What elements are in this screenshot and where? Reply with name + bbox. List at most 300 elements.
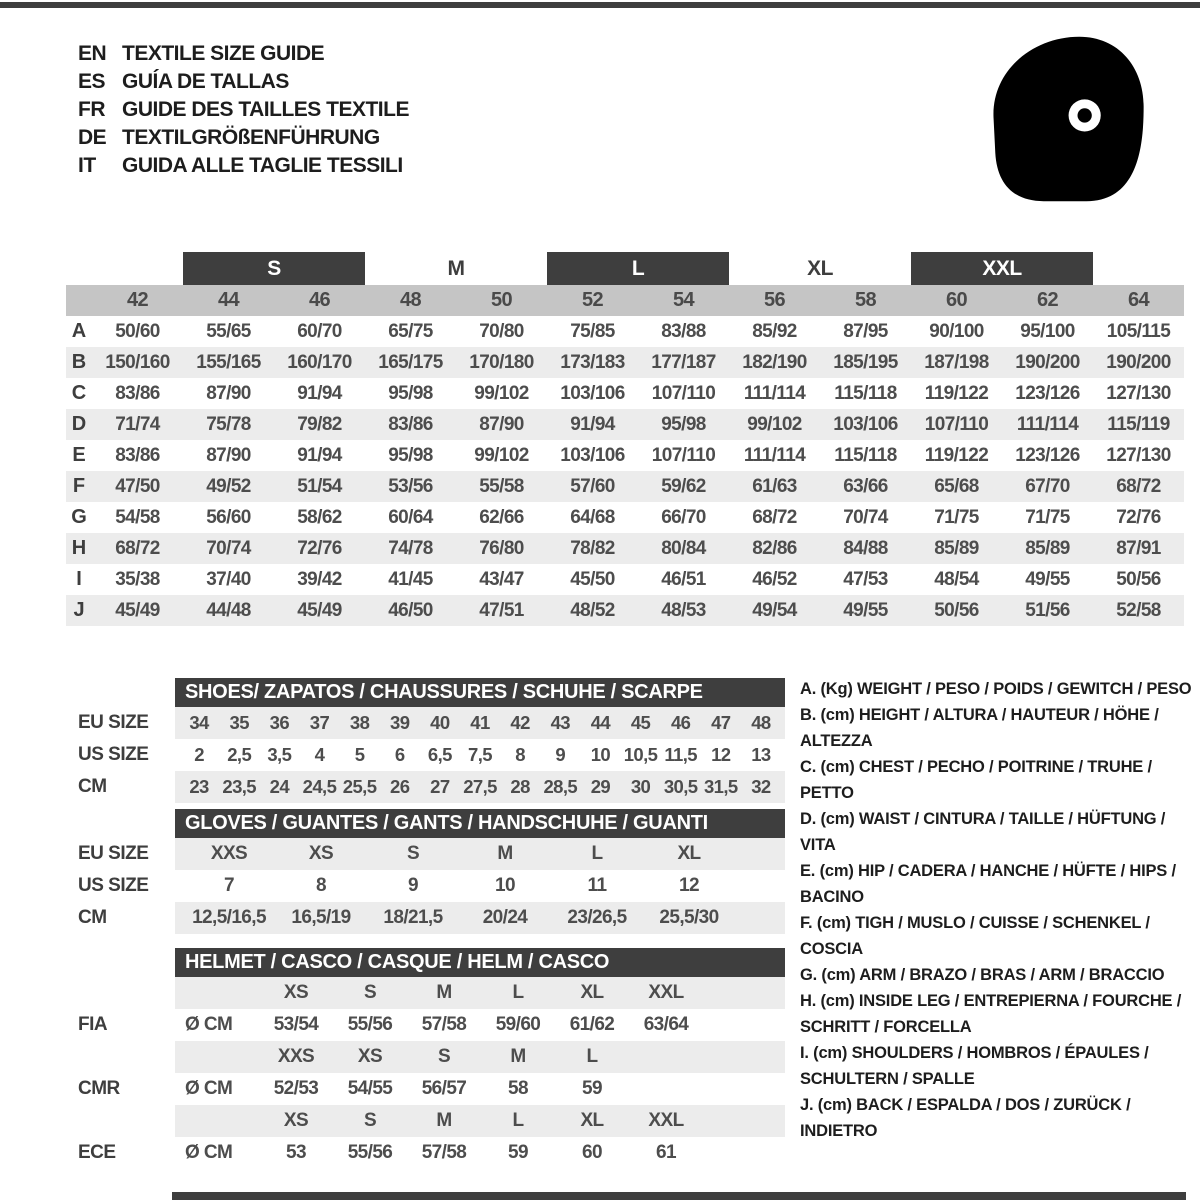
size-value: 105/115 — [1106, 320, 1171, 342]
row-letter: B — [71, 351, 87, 373]
language-row — [78, 68, 409, 96]
size-value: 52/58 — [1116, 599, 1161, 621]
value-cell: 7 — [224, 875, 234, 896]
language-title: GUÍA DE TALLAS — [122, 70, 289, 93]
size-value: 70/74 — [843, 506, 888, 528]
textile-row-h — [66, 533, 1184, 564]
helmet-size-value: 53 — [286, 1142, 306, 1163]
size-value: 50/60 — [115, 320, 160, 342]
value-cell: 10 — [495, 875, 515, 896]
textile-size-group-row — [66, 252, 1184, 285]
value-cell: 12,5/16,5 — [192, 907, 266, 928]
helmet-size-label: XS — [283, 982, 309, 1003]
language-title: TEXTILE SIZE GUIDE — [122, 42, 325, 65]
helmet-size-label: XXS — [277, 1046, 315, 1067]
measure-row — [66, 707, 785, 739]
size-value: 123/126 — [1015, 382, 1080, 404]
size-value: 155/165 — [196, 351, 261, 373]
value-cell: 23,5 — [222, 776, 256, 797]
size-value: 47/51 — [479, 599, 524, 621]
size-number: 52 — [581, 289, 604, 311]
size-value: 115/119 — [1107, 413, 1170, 435]
size-value: 76/80 — [479, 537, 524, 559]
textile-table-body — [66, 316, 1184, 626]
row-label: EU SIZE — [78, 712, 149, 733]
helmet-size-label: L — [512, 982, 524, 1003]
value-cell: 42 — [510, 712, 530, 733]
size-value: 75/85 — [570, 320, 615, 342]
value-cell: 25,5 — [342, 776, 377, 797]
language-code: ES — [78, 70, 106, 93]
size-value: 190/200 — [1106, 351, 1171, 373]
size-value: 51/54 — [297, 475, 342, 497]
size-value: 67/70 — [1025, 475, 1070, 497]
size-value: 185/195 — [833, 351, 898, 373]
language-title: GUIDA ALLE TAGLIE TESSILI — [122, 154, 403, 177]
language-title-list — [78, 40, 409, 180]
size-number: 44 — [217, 289, 240, 311]
size-number: 56 — [763, 289, 786, 311]
size-value: 119/122 — [924, 444, 989, 466]
row-band — [175, 739, 785, 771]
value-cell: XL — [677, 843, 701, 864]
size-value: 66/70 — [661, 506, 706, 528]
size-value: 87/90 — [206, 382, 251, 404]
helmet-size-value: 53/54 — [273, 1014, 319, 1035]
size-value: 55/58 — [479, 475, 524, 497]
helmet-size-label: L — [512, 1110, 524, 1131]
size-value: 46/52 — [752, 568, 797, 590]
unit-cell — [175, 1105, 259, 1137]
size-value: 123/126 — [1015, 444, 1080, 466]
size-value: 48/52 — [570, 599, 615, 621]
value-cell: 9 — [555, 744, 566, 765]
size-value: 99/102 — [474, 382, 529, 404]
value-cell: 8 — [515, 744, 525, 765]
helmet-size-label: M — [510, 1046, 526, 1067]
value-cell: 30,5 — [663, 776, 698, 797]
helmet-size-label: L — [586, 1046, 598, 1067]
helmet-size-value: 58 — [508, 1078, 528, 1099]
language-code: EN — [78, 42, 107, 65]
size-number: 64 — [1127, 289, 1150, 311]
value-cell: 46 — [670, 712, 691, 733]
size-value: 187/198 — [924, 351, 989, 373]
measure-row — [66, 739, 785, 771]
standard-label-fia: FIA — [78, 1014, 108, 1035]
unit-cell: Ø CM — [185, 1014, 233, 1035]
size-value: 48/53 — [661, 599, 706, 621]
row-letter: F — [72, 475, 86, 497]
size-value: 85/92 — [752, 320, 797, 342]
value-cell: 13 — [751, 744, 771, 765]
helmet-size-value: 61/62 — [569, 1014, 615, 1035]
size-value: 63/66 — [843, 475, 888, 497]
size-value: 115/118 — [834, 444, 897, 466]
size-value: 103/106 — [560, 444, 625, 466]
unit-cell: Ø CM — [185, 1142, 233, 1163]
helmet-size-value: 54/55 — [347, 1078, 393, 1099]
legend-item: F. (cm) TIGH / MUSLO / CUISSE / SCHENKEL / COSCIA — [800, 914, 1150, 958]
racing-helmet-icon — [975, 35, 1155, 203]
value-cell: 39 — [390, 712, 410, 733]
value-cell: 12 — [679, 875, 699, 896]
gloves-section-header: GLOVES / GUANTES / GANTS / HANDSCHUHE / GUANTI — [175, 809, 785, 838]
legend-item: A. (Kg) WEIGHT / PESO / POIDS / GEWITCH / PESO — [800, 680, 1192, 698]
value-cell: 30 — [630, 776, 651, 797]
size-value: 62/66 — [479, 506, 524, 528]
unit-cell — [175, 1041, 259, 1073]
size-value: 61/63 — [752, 475, 797, 497]
value-cell: 27,5 — [463, 776, 497, 797]
size-value: 127/130 — [1106, 382, 1171, 404]
row-band — [175, 707, 785, 739]
size-value: 95/98 — [388, 444, 433, 466]
value-cell: 47 — [711, 712, 731, 733]
size-value: 150/160 — [105, 351, 170, 373]
size-number: 50 — [490, 289, 513, 311]
size-value: 99/102 — [474, 444, 529, 466]
value-cell: 43 — [550, 712, 570, 733]
row-letter: G — [71, 506, 87, 528]
size-value: 59/62 — [661, 475, 706, 497]
size-value: 80/84 — [661, 537, 706, 559]
size-value: 60/64 — [388, 506, 433, 528]
helmet-size-value: 57/58 — [421, 1014, 467, 1035]
legend-item: D. (cm) WAIST / CINTURA / TAILLE / HÜFTUNG / VITA — [800, 810, 1166, 854]
size-value: 87/91 — [1116, 537, 1161, 559]
size-value: 182/190 — [742, 351, 807, 373]
standard-label-cmr: CMR — [78, 1078, 120, 1099]
value-cell: M — [497, 843, 513, 864]
size-value: 68/72 — [115, 537, 160, 559]
row-letter: A — [71, 320, 87, 342]
value-cell: 11 — [587, 875, 607, 896]
helmet-size-row — [66, 1041, 785, 1073]
helmet-value-row — [66, 1073, 785, 1105]
helmet-value-row — [66, 1009, 785, 1041]
size-value: 68/72 — [752, 506, 797, 528]
size-value: 41/45 — [388, 568, 433, 590]
measure-row — [66, 838, 785, 870]
size-value: 83/86 — [115, 444, 160, 466]
size-value: 51/56 — [1025, 599, 1070, 621]
helmet-size-value: 56/57 — [421, 1078, 467, 1099]
value-cell: 31,5 — [703, 776, 738, 797]
size-group-xxl: XXL — [911, 252, 1093, 285]
textile-row-d — [66, 409, 1184, 440]
size-value: 83/88 — [661, 320, 706, 342]
legend-item: J. (cm) BACK / ESPALDA / DOS / ZURÜCK / INDIETRO — [800, 1096, 1131, 1140]
size-value: 45/50 — [570, 568, 615, 590]
helmet-size-value: 57/58 — [421, 1142, 467, 1163]
row-band — [175, 838, 785, 870]
value-cell: 48 — [751, 712, 771, 733]
size-value: 53/56 — [388, 475, 433, 497]
helmet-size-value: 52/53 — [273, 1078, 319, 1099]
value-cell: 34 — [189, 712, 209, 733]
helmet-size-label: M — [436, 1110, 452, 1131]
helmet-size-label: XL — [580, 1110, 604, 1131]
language-row — [78, 124, 409, 152]
value-cell: 6 — [394, 744, 405, 765]
row-label: EU SIZE — [78, 843, 149, 864]
size-value: 177/187 — [651, 351, 716, 373]
row-band — [175, 1073, 785, 1105]
size-value: 82/86 — [752, 537, 797, 559]
size-value: 91/94 — [297, 444, 342, 466]
size-value: 70/80 — [479, 320, 524, 342]
value-cell: 10,5 — [623, 744, 658, 765]
bottom-border-bar — [172, 1192, 1186, 1200]
size-value: 70/74 — [206, 537, 251, 559]
value-cell: XXS — [210, 843, 248, 864]
size-value: 107/110 — [924, 413, 989, 435]
size-value: 49/55 — [1025, 568, 1070, 590]
measure-row — [66, 902, 785, 934]
row-label: CM — [78, 907, 107, 928]
value-cell: 26 — [390, 776, 410, 797]
row-label — [66, 977, 175, 1009]
size-number: 42 — [126, 289, 149, 311]
helmet-section-header: HELMET / CASCO / CASQUE / HELM / CASCO — [175, 948, 785, 977]
size-number: 62 — [1036, 289, 1059, 311]
size-value: 71/75 — [1025, 506, 1070, 528]
size-value: 49/54 — [752, 599, 797, 621]
shoes-section-header: SHOES/ ZAPATOS / CHAUSSURES / SCHUHE / SCARPE — [175, 678, 785, 707]
size-value: 127/130 — [1106, 444, 1171, 466]
helmet-size-value: 63/64 — [643, 1014, 689, 1035]
size-value: 74/78 — [388, 537, 433, 559]
legend-item: C. (cm) CHEST / PECHO / POITRINE / TRUHE / PETTO — [800, 758, 1152, 802]
row-band — [175, 771, 785, 803]
value-cell: 44 — [590, 712, 611, 733]
size-value: 107/110 — [651, 444, 716, 466]
unit-cell — [175, 977, 259, 1009]
value-cell: 37 — [309, 712, 330, 733]
legend-item: B. (cm) HEIGHT / ALTURA / HAUTEUR / HÖHE / ALTEZZA — [800, 706, 1159, 750]
value-cell: XS — [308, 843, 334, 864]
helmet-size-label: XXL — [648, 1110, 684, 1131]
size-value: 85/89 — [1025, 537, 1070, 559]
row-band — [175, 1009, 785, 1041]
textile-size-number-row — [66, 285, 1184, 316]
size-value: 85/89 — [934, 537, 979, 559]
row-letter: C — [71, 382, 87, 404]
size-value: 54/58 — [115, 506, 160, 528]
size-value: 119/122 — [924, 382, 989, 404]
value-cell: 28 — [510, 776, 530, 797]
standard-label-ece: ECE — [78, 1142, 116, 1163]
row-band — [175, 902, 785, 934]
size-value: 107/110 — [651, 382, 716, 404]
textile-row-b — [66, 347, 1184, 378]
row-letter: D — [71, 413, 87, 435]
measure-row — [66, 870, 785, 902]
size-value: 39/42 — [297, 568, 342, 590]
language-title: GUIDE DES TAILLES TEXTILE — [122, 98, 409, 121]
value-cell: 24 — [269, 776, 290, 797]
value-cell: 20/24 — [482, 907, 528, 928]
size-value: 64/68 — [570, 506, 615, 528]
language-row — [78, 40, 409, 68]
value-cell: 12 — [711, 744, 731, 765]
size-value: 87/90 — [479, 413, 524, 435]
shoes-table — [66, 707, 785, 803]
language-row — [78, 152, 409, 180]
language-row — [78, 96, 409, 124]
size-value: 37/40 — [206, 568, 251, 590]
value-cell: 7,5 — [468, 744, 492, 765]
helmet-size-value: 55/56 — [347, 1142, 393, 1163]
size-value: 95/98 — [661, 413, 706, 435]
value-cell: 27 — [430, 776, 450, 797]
row-band — [175, 1041, 785, 1073]
size-value: 91/94 — [297, 382, 342, 404]
value-cell: 10 — [590, 744, 611, 765]
size-value: 111/114 — [743, 382, 806, 404]
value-cell: 8 — [316, 875, 326, 896]
size-value: 91/94 — [570, 413, 615, 435]
size-value: 165/175 — [378, 351, 443, 373]
legend-item: E. (cm) HIP / CADERA / HANCHE / HÜFTE / HIPS / BACINO — [800, 862, 1176, 906]
size-value: 45/49 — [115, 599, 160, 621]
row-label: US SIZE — [78, 875, 149, 896]
row-letter: E — [72, 444, 86, 466]
value-cell: 35 — [229, 712, 249, 733]
value-cell: 32 — [751, 776, 771, 797]
value-cell: 29 — [590, 776, 611, 797]
size-value: 111/114 — [743, 444, 806, 466]
size-value: 78/82 — [570, 537, 615, 559]
size-number: 48 — [399, 289, 422, 311]
value-cell: 36 — [269, 712, 290, 733]
helmet-size-label: S — [363, 1110, 377, 1131]
helmet-size-label: S — [437, 1046, 451, 1067]
size-value: 44/48 — [206, 599, 251, 621]
row-band — [175, 1137, 785, 1169]
measure-row — [66, 771, 785, 803]
helmet-size-label: XS — [357, 1046, 383, 1067]
size-value: 68/72 — [1116, 475, 1161, 497]
size-value: 170/180 — [469, 351, 534, 373]
size-value: 46/51 — [661, 568, 706, 590]
value-cell: 28,5 — [543, 776, 578, 797]
value-cell: 4 — [314, 744, 325, 765]
size-value: 58/62 — [297, 506, 342, 528]
gloves-table — [66, 838, 785, 934]
size-value: 160/170 — [287, 351, 352, 373]
size-value: 65/75 — [388, 320, 433, 342]
size-value: 47/53 — [843, 568, 888, 590]
size-value: 111/114 — [1016, 413, 1079, 435]
size-value: 84/88 — [843, 537, 888, 559]
helmet-table — [66, 977, 785, 1169]
helmet-size-label: M — [436, 982, 452, 1003]
helmet-size-value: 59 — [508, 1142, 528, 1163]
size-group-l: L — [547, 252, 729, 285]
row-label — [66, 1105, 175, 1137]
size-value: 50/56 — [934, 599, 979, 621]
legend-item: H. (cm) INSIDE LEG / ENTREPIERNA / FOURCHE / SCHRITT / FORCELLA — [800, 992, 1182, 1036]
value-cell: 41 — [470, 712, 490, 733]
value-cell: 38 — [349, 712, 370, 733]
size-value: 43/47 — [479, 568, 524, 590]
size-value: 71/75 — [934, 506, 979, 528]
helmet-size-label: S — [363, 982, 377, 1003]
value-cell: 3,5 — [267, 744, 292, 765]
size-value: 99/102 — [747, 413, 802, 435]
row-letter: H — [71, 537, 87, 559]
helmet-value-row — [66, 1137, 785, 1169]
value-cell: 24,5 — [302, 776, 337, 797]
size-value: 95/100 — [1020, 320, 1075, 342]
size-value: 50/56 — [1116, 568, 1161, 590]
size-value: 173/183 — [560, 351, 625, 373]
size-value: 190/200 — [1015, 351, 1080, 373]
value-cell: S — [406, 843, 420, 864]
size-value: 87/90 — [206, 444, 251, 466]
size-value: 57/60 — [570, 475, 615, 497]
size-value: 60/70 — [297, 320, 342, 342]
textile-row-i — [66, 564, 1184, 595]
helmet-size-value: 60 — [582, 1142, 602, 1163]
value-cell: 2 — [194, 744, 204, 765]
size-value: 115/118 — [834, 382, 897, 404]
size-number: 60 — [945, 289, 968, 311]
helmet-size-row — [66, 977, 785, 1009]
size-value: 75/78 — [206, 413, 251, 435]
size-value: 45/49 — [297, 599, 342, 621]
size-value: 72/76 — [1116, 506, 1161, 528]
value-cell: 23/26,5 — [567, 907, 627, 928]
value-cell: L — [591, 843, 603, 864]
size-value: 103/106 — [833, 413, 898, 435]
value-cell: 40 — [430, 712, 450, 733]
size-value: 48/54 — [934, 568, 979, 590]
value-cell: 5 — [354, 744, 365, 765]
legend-item: I. (cm) SHOULDERS / HOMBROS / ÉPAULES / SCHULTERN / SPALLE — [800, 1044, 1149, 1088]
size-value: 90/100 — [929, 320, 984, 342]
language-code: FR — [78, 98, 105, 121]
size-value: 95/98 — [388, 382, 433, 404]
size-value: 49/55 — [843, 599, 888, 621]
row-band — [175, 977, 785, 1009]
size-value: 83/86 — [388, 413, 433, 435]
value-cell: 9 — [408, 875, 418, 896]
size-value: 49/52 — [206, 475, 251, 497]
value-cell: 11,5 — [664, 744, 697, 765]
legend-item: G. (cm) ARM / BRAZO / BRAS / ARM / BRACCIO — [800, 966, 1165, 984]
size-value: 71/74 — [115, 413, 160, 435]
value-cell: 45 — [630, 712, 651, 733]
size-group-s: S — [183, 252, 365, 285]
size-value: 79/82 — [297, 413, 342, 435]
size-number: 58 — [854, 289, 877, 311]
size-value: 55/65 — [206, 320, 251, 342]
helmet-size-label: XXL — [648, 982, 684, 1003]
value-cell: 6,5 — [427, 744, 452, 765]
value-cell: 23 — [189, 776, 209, 797]
size-value: 103/106 — [560, 382, 625, 404]
helmet-size-row — [66, 1105, 785, 1137]
language-code: DE — [78, 126, 107, 149]
size-value: 72/76 — [297, 537, 342, 559]
size-value: 56/60 — [206, 506, 251, 528]
size-number: 46 — [308, 289, 331, 311]
unit-cell: Ø CM — [185, 1078, 233, 1099]
size-value: 87/95 — [843, 320, 888, 342]
